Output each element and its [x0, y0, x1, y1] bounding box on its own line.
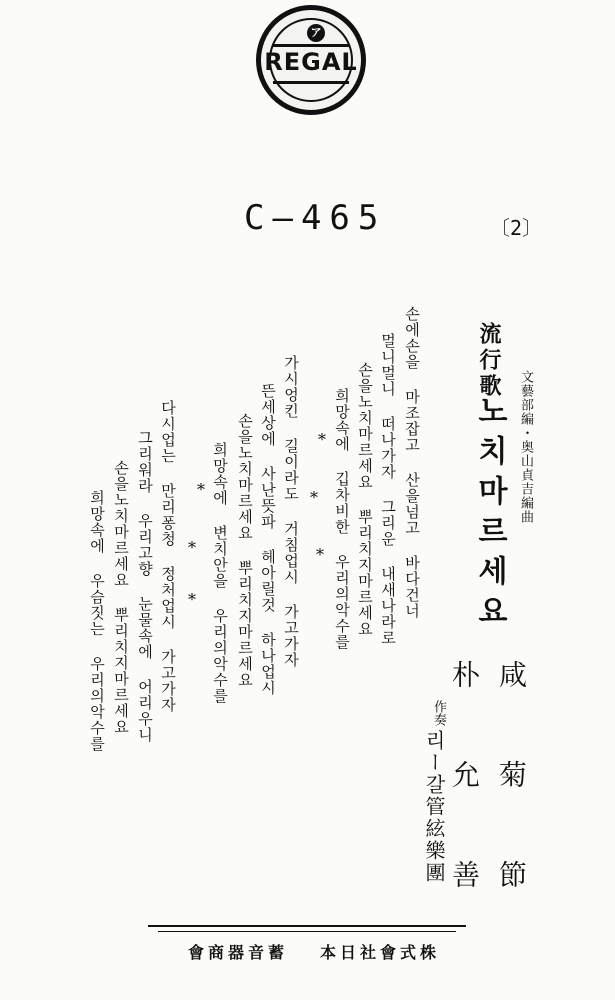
separator-mark: *: [188, 538, 196, 557]
verse-3-line-1: 다시업는 만리퐁청 정처업시 가고가자: [159, 400, 177, 713]
logo-mark: ア: [307, 24, 325, 42]
separator-mark: *: [318, 430, 326, 449]
arrangement-credit: 文藝部編・奥山貞吉編曲: [518, 370, 533, 524]
verse-3-line-3: 손을노치마르세요 뿌리치지마르세요: [112, 460, 130, 735]
verse-2-line-1: 가시엉킨 길이라도 거침업시 가고가자: [282, 355, 300, 668]
side-number: 〔2〕: [490, 216, 543, 240]
performer-role: 作奏: [431, 700, 446, 726]
song-title: 노치마르세요: [472, 395, 507, 635]
singer-name: 朴 允 善: [448, 660, 481, 910]
separator-mark: *: [197, 480, 205, 499]
catalog-number: C—465: [244, 198, 387, 238]
verse-2-line-4: 희망속에 변치안을 우리의악수를: [211, 442, 229, 704]
orchestra-name: 리ー갈管絃樂團: [422, 730, 446, 884]
footer-rule: [158, 931, 456, 932]
lyricist-name: 咸 菊 節: [495, 660, 528, 910]
verse-1-line-4: 희망속에 깁차비한 우리의악수를: [333, 388, 351, 650]
verse-3-line-4: 희망속에 우슴짓는 우리의악수를: [88, 490, 106, 752]
verse-1-line-2: 멀니멀니 떠나가자 그리운 내새나라로: [379, 333, 397, 646]
verse-1-line-3: 손을노치마르세요 뿌리치지마르세요: [356, 362, 374, 637]
genre-label: 流行歌: [476, 322, 502, 400]
verse-1-line-1: 손에손을 마조잡고 산을넘고 바다건너: [403, 306, 421, 619]
verse-2-line-2: 뜬세상에 사난뜻파 헤아릴것 하나업시: [259, 383, 277, 696]
footer-rule: [148, 925, 466, 927]
record-label-logo: [256, 5, 366, 115]
publisher-name-right: 本日社會式株: [320, 943, 441, 962]
separator-mark: *: [188, 590, 196, 609]
separator-mark: *: [310, 488, 318, 507]
verse-2-line-3: 손을노치마르세요 뿌리치지마르세요: [236, 413, 254, 688]
separator-mark: *: [316, 545, 324, 564]
publisher-name-left: 會商器音蓄: [188, 943, 289, 962]
verse-3-line-2: 그리워라 우리고향 눈물속에 어리우니: [136, 430, 154, 743]
brand-name: REGAL: [264, 48, 358, 76]
